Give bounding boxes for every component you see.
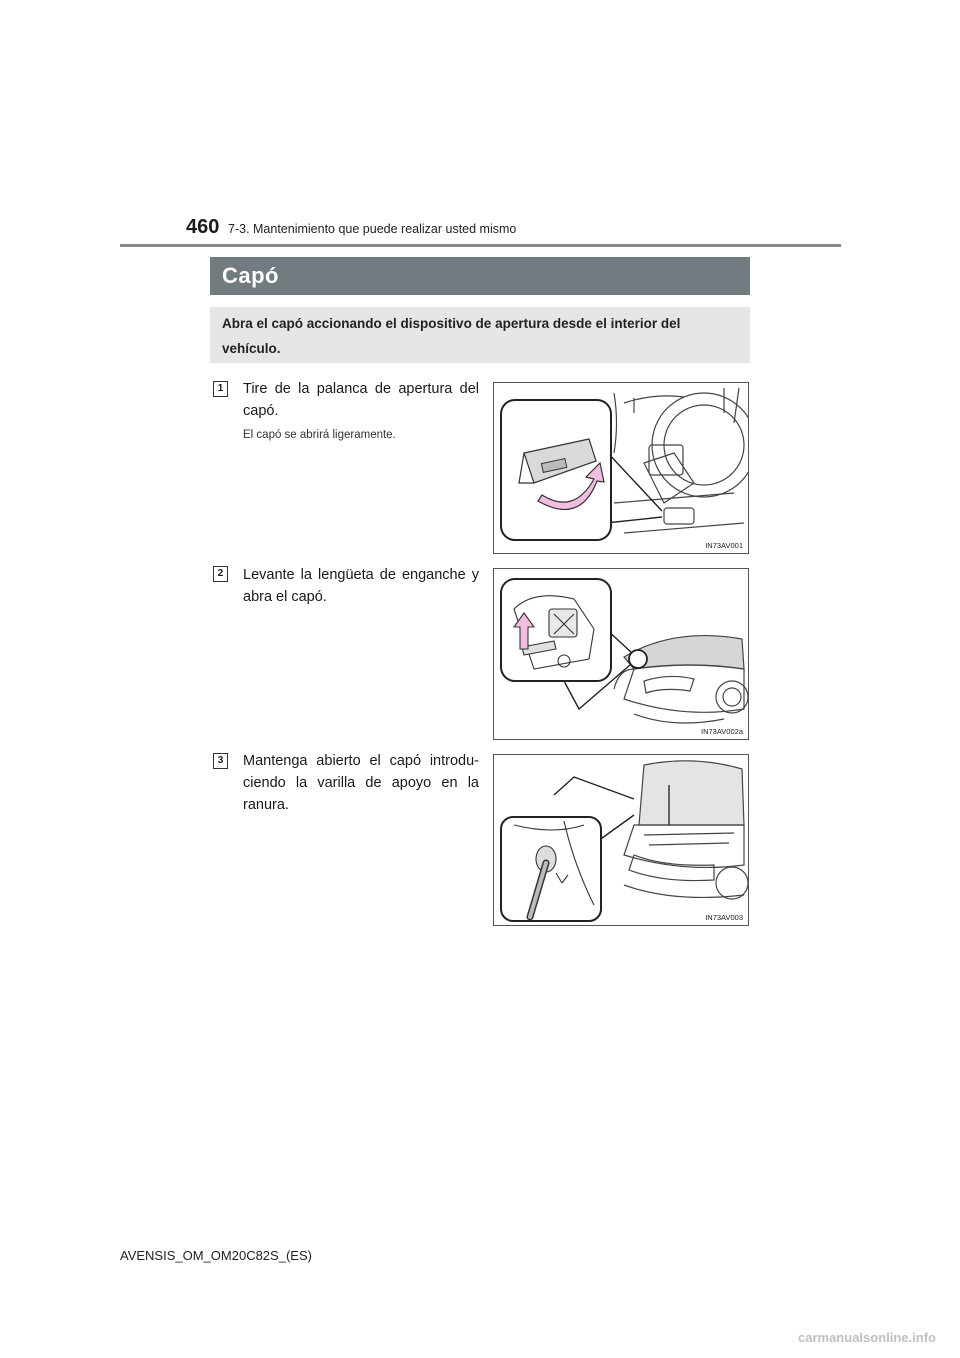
figure-1-code: IN73AV001 bbox=[705, 541, 743, 550]
step-3-text: Mantenga abierto el capó introdu-ciendo la varilla de apoyo en la ranura. bbox=[243, 753, 479, 813]
figure-hood-lever bbox=[493, 382, 749, 554]
figure-latch-release bbox=[493, 568, 749, 740]
step-1-number: 1 bbox=[213, 381, 228, 397]
step-1-note: El capó se abrirá ligeramente. bbox=[243, 429, 396, 441]
running-header: 7-3. Mantenimiento que puede realizar usted mismo bbox=[228, 222, 517, 236]
figure-support-rod bbox=[493, 754, 749, 926]
section-title: Capó bbox=[210, 257, 750, 295]
figure-3-code: IN73AV003 bbox=[705, 913, 743, 922]
step-1-text: Tire de la palanca de apertura del capó. bbox=[243, 381, 479, 419]
page-number: 460 bbox=[186, 216, 220, 238]
step-3-number: 3 bbox=[213, 753, 228, 769]
step-2-text: Levante la lengüeta de enganche y abra el capó. bbox=[243, 567, 479, 605]
step-2-number: 2 bbox=[213, 566, 228, 582]
header-rule bbox=[120, 244, 841, 247]
watermark: carmanualsonline.info bbox=[798, 1330, 936, 1345]
figure-2-code: IN73AV002a bbox=[701, 727, 743, 736]
footer-doc-id: AVENSIS_OM_OM20C82S_(ES) bbox=[120, 1248, 312, 1263]
intro-text: Abra el capó accionando el dispositivo de apertura desde el interior del vehículo. bbox=[210, 307, 750, 363]
